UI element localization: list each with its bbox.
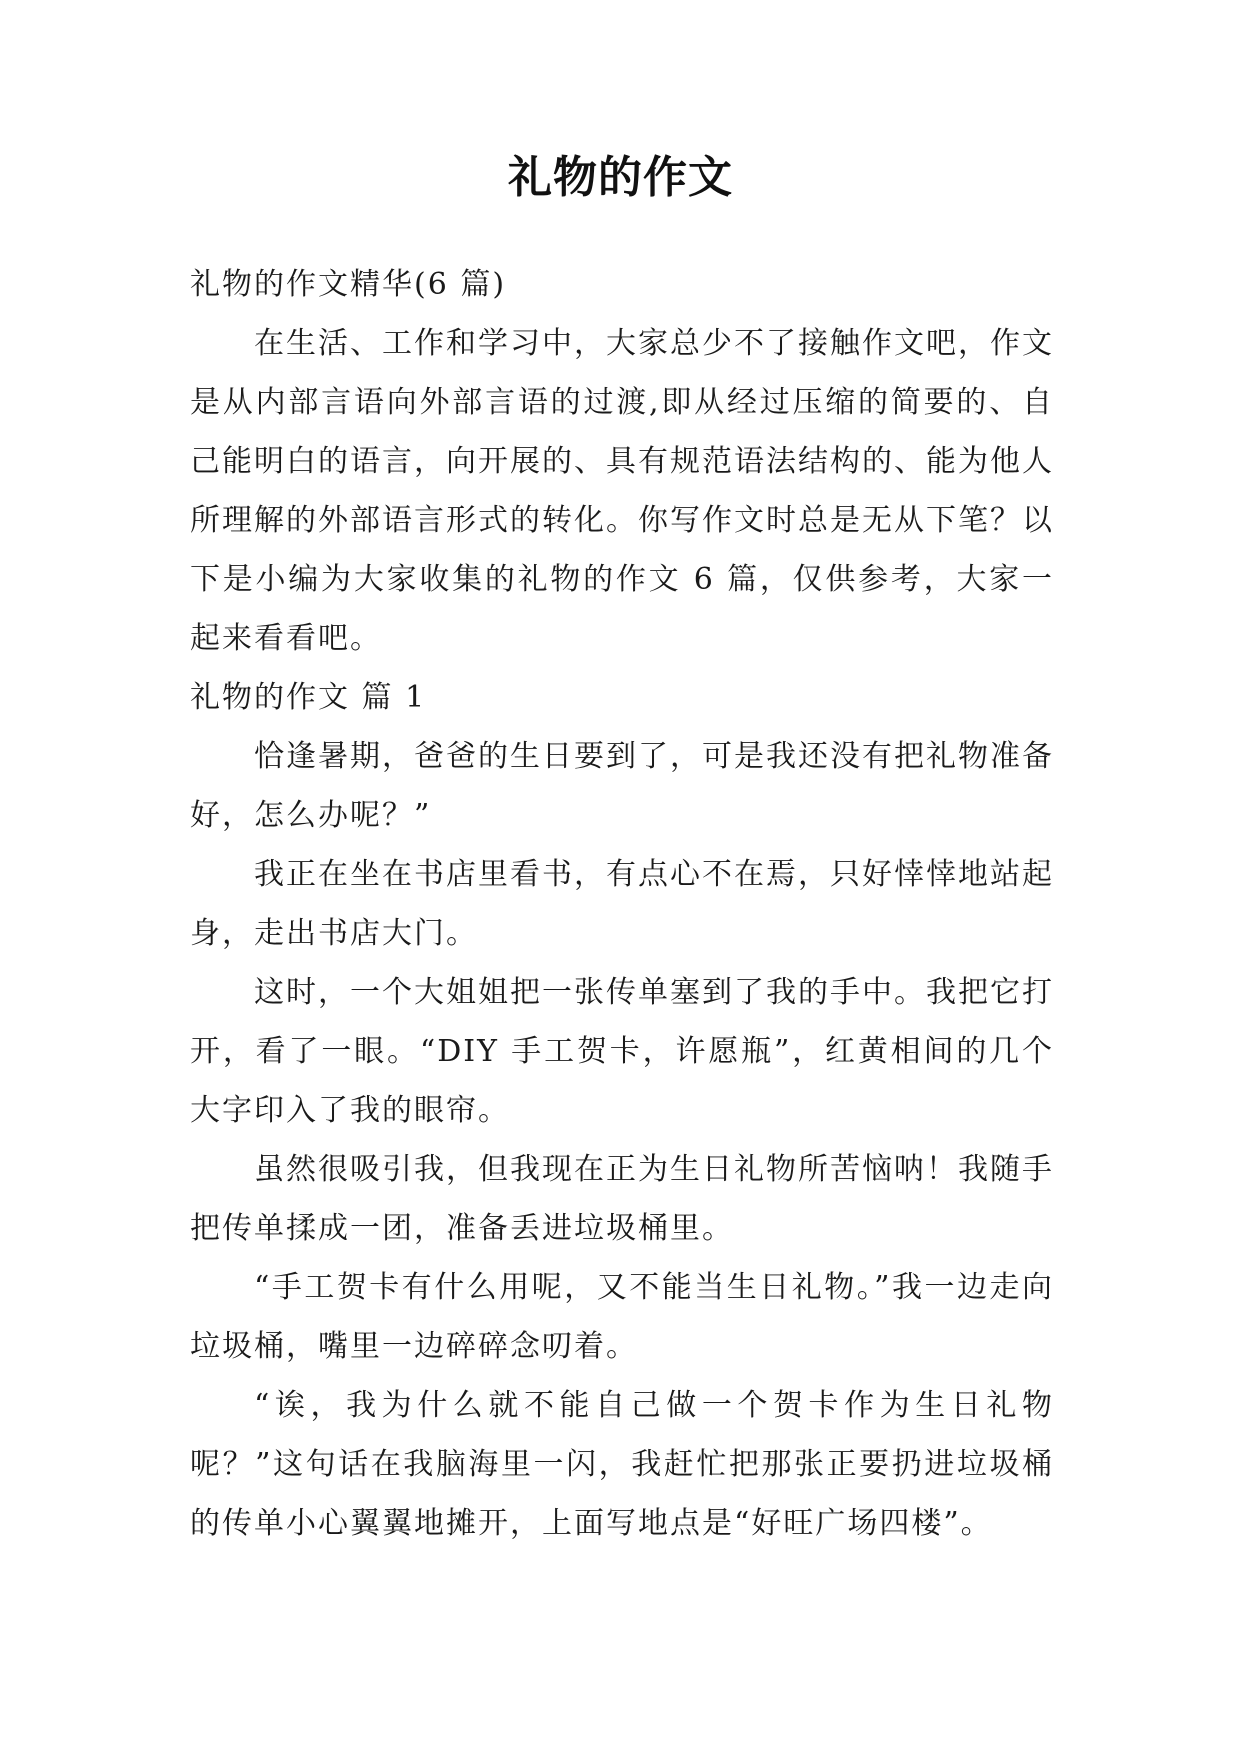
- body-paragraph: 这时，一个大姐姐把一张传单塞到了我的手中。我把它打开，看了一眼。“DIY 手工贺卡，许愿瓶”，红黄相间的几个大字印入了我的眼帘。: [190, 975, 1054, 1128]
- body-paragraph: 恰逢暑期，爸爸的生日要到了，可是我还没有把礼物准备好，怎么办呢？”: [190, 739, 1054, 833]
- intro-paragraph: 在生活、工作和学习中，大家总少不了接触作文吧，作文是从内部言语向外部言语的过渡,即从经过压缩的简要的、自己能明白的语言，向开展的、具有规范语法结构的、能为他人所理解的外部语言形式的转化。你写作文时总是无从下笔？以下是小编为大家收集的礼物的作文 6 篇，仅供参考，大家一起来看看吧。: [190, 326, 1054, 656]
- section-heading: 礼物的作文 篇 1: [190, 680, 427, 715]
- body-paragraph: 我正在坐在书店里看书，有点心不在焉，只好悻悻地站起身，走出书店大门。: [190, 857, 1054, 951]
- document-title: 礼物的作文: [508, 152, 733, 203]
- body-paragraph: “手工贺卡有什么用呢，又不能当生日礼物。”我一边走向垃圾桶，嘴里一边碎碎念叨着。: [190, 1270, 1054, 1364]
- document-body: [190, 255, 1054, 1553]
- body-paragraph: “诶，我为什么就不能自己做一个贺卡作为生日礼物呢？”这句话在我脑海里一闪，我赶忙把那张正要扔进垃圾桶的传单小心翼翼地摊开，上面写地点是“好旺广场四楼”。: [190, 1388, 1054, 1541]
- body-paragraph: 虽然很吸引我，但我现在正为生日礼物所苦恼呐！我随手把传单揉成一团，准备丢进垃圾桶里。: [190, 1152, 1054, 1246]
- document-subtitle: 礼物的作文精华(6 篇): [190, 267, 507, 302]
